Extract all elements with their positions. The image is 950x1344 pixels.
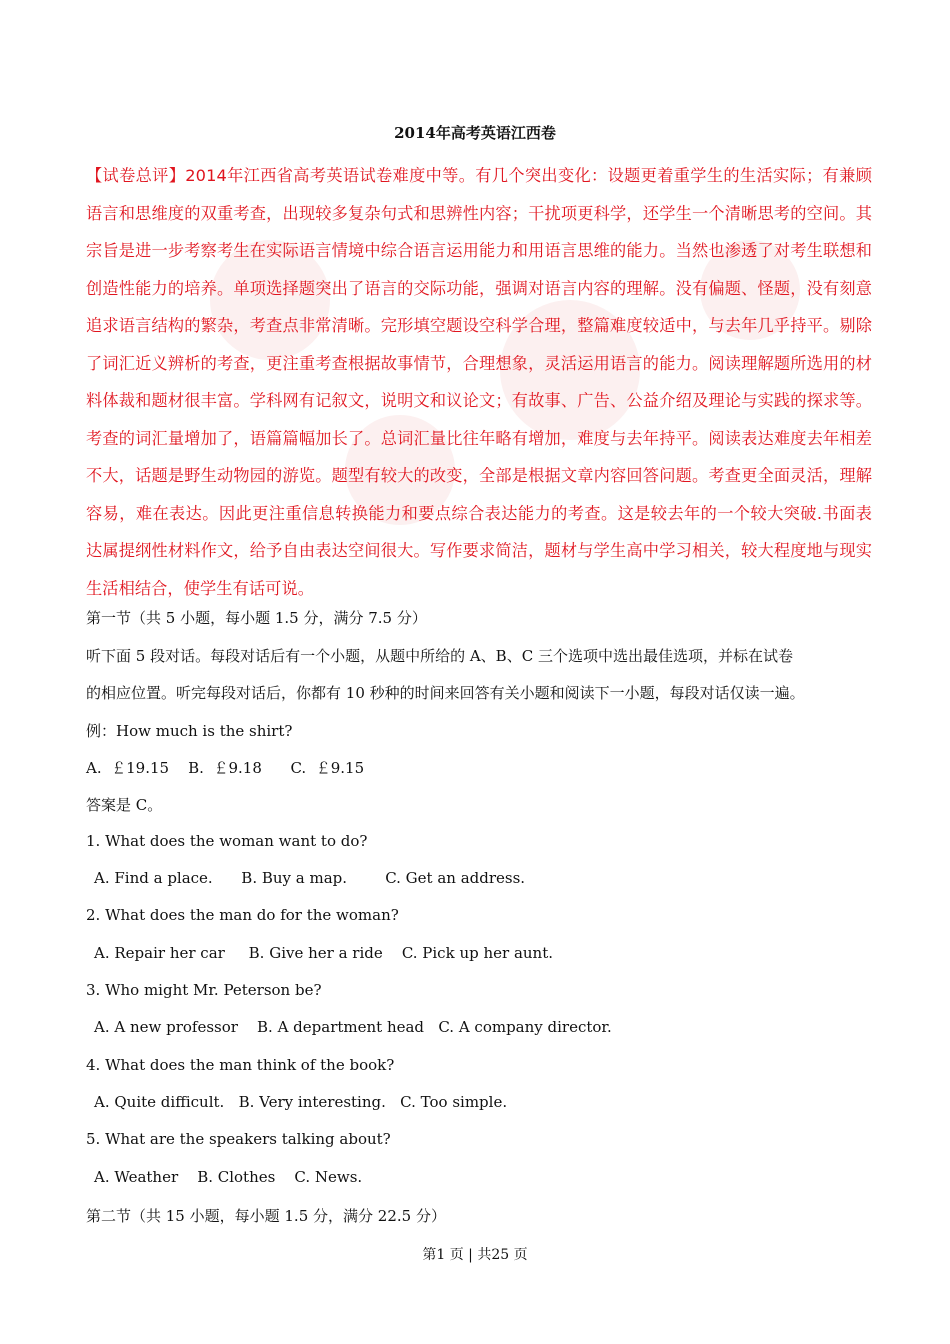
question-2: 2. What does the man do for the woman? xyxy=(86,906,399,924)
instructions-line-1: 听下面 5 段对话。每段对话后有一个小题，从题中所给的 A、B、C 三个选项中选出最佳选项，并标在试卷 xyxy=(86,647,793,665)
review-text: 2014年江西省高考英语试卷难度中等。有几个突出变化：设题更着重学生的生活实际；有兼顾语言和思维度的双重考查，出现较多复杂句式和思辨性内容；干扰项更科学，还学生一个清晰思考的空间。其宗旨是进一步考察考生在实际语言情境中综合语言运用能力和用语言思维的能力。当然也渗透了对考生联想和创造性能力的培养。单项选择题突出了语言的交际功能，强调对语言内容的理解。没有偏题、怪题，没有刻意追求语言结构的繁杂，考查点非常清晰。完形填空题设空科学合理，整篇难度较适中，与去年几乎持平。剔除了词汇近义辨析的考查，更注重考查根据故事情节，合理想象，灵活运用语言的能力。阅读理解题所选用的材料体裁和题材很丰富。学科网有记叙文，说明文和议论文；有故事、广告、公益介绍及理论与实践的探求等。考查的词汇量增加了，语篇篇幅加长了。总词汇量比往年略有增加，难度与去年持平。阅读表达难度去年相差不大，话题是野生动物园的游览。题型有较大的改变，全部是根据文章内容回答问题。考查更全面灵活，理解容易，难在表达。因此更注重信息转换能力和要点综合表达能力的考查。这是较去年的一个较大突破.书面表达属提纲性材料作文，给予自由表达空间很大。写作要求简洁，题材与学生高中学习相关，较大程度地与现实生活相结合，使学生有话可说。 xyxy=(86,166,872,598)
section1-heading: 第一节（共 5 小题，每小题 1.5 分，满分 7.5 分） xyxy=(86,609,427,627)
example-answer: 答案是 C。 xyxy=(86,796,163,814)
question-4: 4. What does the man think of the book? xyxy=(86,1056,395,1074)
example-options: A. ￡19.15 B. ￡9.18 C. ￡9.15 xyxy=(86,759,365,777)
review-label: 【试卷总评】 xyxy=(86,166,186,185)
page-footer: 第1 页 | 共25 页 xyxy=(422,1247,528,1263)
question-3: 3. Who might Mr. Peterson be? xyxy=(86,981,322,999)
instructions-line-2: 的相应位置。听完每段对话后，你都有 10 秒种的时间来回答有关小题和阅读下一小题，每段对话仅读一遍。 xyxy=(86,684,805,702)
question-1: 1. What does the woman want to do? xyxy=(86,832,368,850)
page-title: 2014年高考英语江西卷 xyxy=(394,124,556,142)
review-paragraph xyxy=(86,157,872,607)
question-3-options: A. A new professor B. A department head C. A company director. xyxy=(94,1018,612,1036)
question-4-options: A. Quite difficult. B. Very interesting. C. Too simple. xyxy=(94,1093,508,1111)
question-5: 5. What are the speakers talking about? xyxy=(86,1130,391,1148)
question-5-options: A. Weather B. Clothes C. News. xyxy=(94,1168,363,1186)
example-question: 例：How much is the shirt? xyxy=(86,722,293,740)
section2-heading: 第二节（共 15 小题，每小题 1.5 分，满分 22.5 分） xyxy=(86,1207,446,1225)
question-1-options: A. Find a place. B. Buy a map. C. Get an address. xyxy=(94,869,526,887)
question-2-options: A. Repair her car B. Give her a ride C. Pick up her aunt. xyxy=(94,944,554,962)
